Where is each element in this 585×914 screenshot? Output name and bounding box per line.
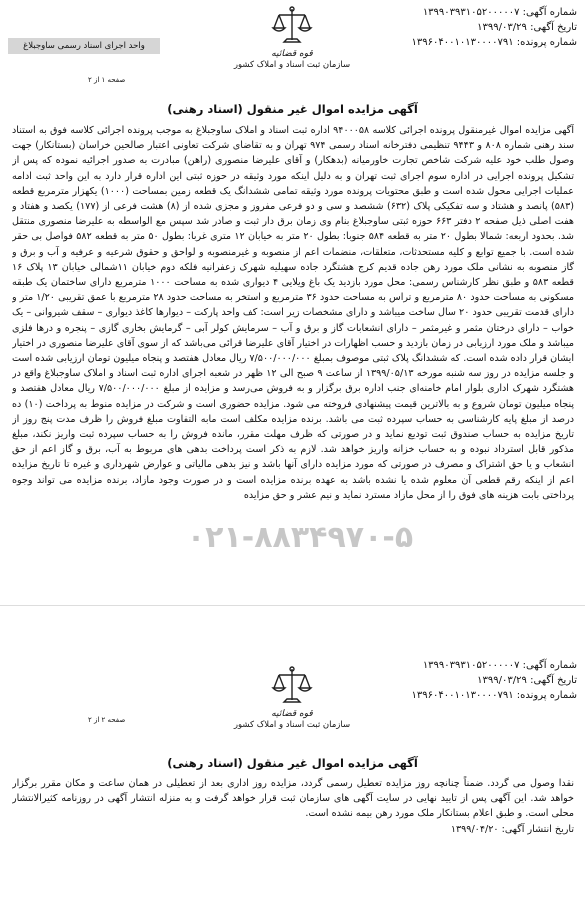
judiciary-label: قوه قضائیه [271,709,313,719]
notice-date: تاریخ آگهی: ۱۳۹۹/۰۳/۲۹ [477,675,577,686]
file-number: شماره پرونده: ۱۳۹۶۰۴۰۰۱۰۱۳۰۰۰۰۷۹۱ [411,37,577,48]
notice-body [12,776,574,876]
page-number: صفحه ۱ از ۲ [88,76,126,84]
issuing-unit: واحد اجرای اسناد رسمی ساوجبلاغ [8,38,160,54]
notice-meta [412,658,577,703]
scales-of-justice-icon [270,664,314,708]
judiciary-emblem [232,4,352,70]
notice-date: تاریخ آگهی: ۱۳۹۹/۰۳/۲۹ [477,22,577,33]
notice-number: شماره آگهی: ۱۳۹۹۰۳۹۳۱۰۵۲۰۰۰۰۰۷ [422,7,577,18]
phone-watermark: ۰۲۱-۸۸۳۴۹۷۰-۵ [186,520,414,555]
judiciary-label: قوه قضائیه [271,49,313,59]
org-name: سازمان ثبت اسناد و املاک کشور [233,60,351,70]
notice-body-text: آگهی مزایده اموال غیرمنقول پرونده اجرائی کلاسه ۹۴۰۰۰۵۸ اداره ثبت اسناد و املاک ساوجبلاغ به موجب پرونده اجرائی کلاسه فوق به استناد سند رهنی شماره ۸۰۸ و ۹۴۴۳ تنظیمی دفترخانه اسناد رسمی ۹۷۴ تهران و به تقاضای شرکت تعاونی اعتبار صالحین خراسان (بستانکار) جهت وصول طلب خود علیه شرکت شاخص تجارت خاورمیانه (بدهکار) و آقای علیرضا منصوری (راهن) مبادرت به صدور اجرائیه نموده که پس از تشکیل پرونده اجرایی در اداره سوم اجرای ثبت تهران و به دلیل اینکه مورد وثیقه در حوزه ثبتی این اداره قرار دارد به این واحد ثبت ادامه عملیات اجرایی محول شده است و طبق محتویات پرونده مورد وثیقه تمامی ششدانگ یک قطعه زمین بمساحت (۱۰۰۰) یکهزار مترمربع قطعه (۵۸۳) پانصد و هشتاد و سه تفکیکی پلاک (۶۳۲) ششصد و سی و دو فرعی مفروز و مجزی شده از (۸) هشت فرعی از (۱۷۷) یکصد و هفتاد و هفت اصلی ذیل صفحه ۲ دفتر ۶۶۳ حوزه ثبتی ساوجبلاغ بنام وی زمان برق دار ثبت و صادر شد سپس مع الواسطه به علیرضا منصوری منتقل شد. بحدود اربعه: شمالا بطول ۲۰ متر به قطعه ۵۸۴ جنوبا: بطول ۲۰ متر به خیابان ۱۲ متری غربا: بطول ۵۰ متر به قطعه ۵۸۲ فواصل بی حقر شده است. با جمیع توابع و کلیه مستحدثات، متعلقات، منضمات اعم از منصوبه و غیرمنصوبه و لواحق و حقوق شرعیه و عرفیه و آب و برق و گاز منصوبه به نشانی ملک مورد رهن جاده قدیم کرج هشتگرد جاده سهیلیه شهرک زعفرانیه فلکه دوم خیابان ۱۱شمالی خیابان ۱۳ پلاک ۱۶ قطعه ۵۸۳ و طبق نظر کارشناس رسمی: محل مورد بازدید یک باغ ویلایی ۴ دیواری شده به مساحت ۱۰۰۰ مترمربع دارای ساختمان یک طبقه مسکونی به مساحت حدود ۸۰ مترمربع و تراس به مساحت حدود ۳۶ مترمربع و استخر به مساحت حدود ۲۸ مترمربع با عمق تقریبی ۱/۲۰ متر و دارای قدمت تقریبی حدود ۲۰ سال ساخت میباشد و دارای مشخصات زیر است: کف واحد پارکت – دیوارها کاغذ دیواری – سقف شیروانی – یک خواب – دارای درختان مثمر و غیرمثمر – دارای انشعابات گاز و برق و آب – سرمایش کولر آبی – گرمایش بخاری گازی – پنجره و درها فلزی میباشد و ملک مورد ارزیابی در زمان بازدید و حسب اظهارات در اختیار آقای علیرضا قرائی می‌باشد که از سوی آقای علیرضا منصوری در اختیار ایشان قرار داده شده است. که ششدانگ پلاک ثبتی موصوف بمبلغ ۷/۵۰۰/۰۰۰/۰۰۰ ریال معادل هفتصد و پنجاه میلیون تومان ارزیابی شده است و جلسه مزایده در روز سه شنبه مورخه ۱۳۹۹/۰۵/۱۳ از ساعت ۹ صبح الی ۱۲ ظهر در شعبه اجرای اداره ثبت اسناد و املاک ساوجبلاغ واقع در هشتگرد شهرک اداری بلوار امام خامنه‌ای جنب اداره برق برگزار و به فروش می‌رسد و مزایده از مبلغ ۷/۵۰۰/۰۰۰/۰۰۰ ریال معادل هفتصد و پنجاه میلیون تومان شروع و به بالاترین قیمت پیشنهادی فروخته می شود. مزایده حضوری است و شرکت در مزایده منوط به پرداخت (۱۰) ده درصد از مبلغ پایه کارشناسی به حساب سپرده ثبت می باشد. برنده مزایده مکلف است مابه التفاوت مبلغ فروش را ظرف مدت پنج روز از تاریخ مزایده به حساب صندوق ثبت تودیع نماید و در صورتی که ظرف مهلت مقرر، مانده فروش را به حساب سپرده ثبت واریز نکند، مبلغ مذکور قابل استرداد نبوده و به حساب خزانه واریز خواهد شد. لازم به ذکر است پرداخت بدهی های مربوط به آب، برق و گاز اعم از حق انشعاب و یا حق اشتراک و مصرف در صورتی که مورد مزایده دارای آنها باشد و نیز بدهی مالیاتی و عوارض شهرداری و غیره تا تاریخ مزایده اعم از اینکه رقم قطعی آن معلوم شده یا نشده باشد به عهده برنده مزایده است و در صورت وجود مازاد، برنده مزایده می تواند وجوه پرداختی بابت هزینه های فوق را از محل مازاد مسترد نماید و نیم عشر و حق مزایده [12,125,574,501]
scales-of-justice-icon [270,4,314,48]
file-number: شماره پرونده: ۱۳۹۶۰۴۰۰۱۰۱۳۰۰۰۰۷۹۱ [411,690,577,701]
notice-meta [412,5,577,50]
notice-body-text: نقدا وصول می گردد. ضمناً چنانچه روز مزایده تعطیل رسمی گردد، مزایده روز اداری بعد از تعطیلی در همان ساعت و مکان مقرر برگزار خواهد شد. این آگهی پس از تایید نهایی در سایت آگهی های سازمان ثبت قرار خواهد گرفت و به منزله انتشار آگهی در روزنامه کثیرالانتشار محلی است. و طبق اعلام بستانکار ملک مورد رهن بیمه نشده است. [12,778,574,820]
notice-body [12,123,574,543]
notice-title: آگهی مزایده اموال غیر منقول (اسناد رهنی) [167,756,418,770]
page-separator [0,605,585,606]
page-number: صفحه ۲ از ۲ [88,716,126,724]
notice-number: شماره آگهی: ۱۳۹۹۰۳۹۳۱۰۵۲۰۰۰۰۰۷ [422,660,577,671]
publish-date: تاریخ انتشار آگهی: ۱۳۹۹/۰۴/۲۰ [450,823,574,835]
notice-title: آگهی مزایده اموال غیر منقول (اسناد رهنی) [167,102,418,116]
judiciary-emblem [232,664,352,730]
org-name: سازمان ثبت اسناد و املاک کشور [233,720,351,730]
notice-page-2 [0,656,585,914]
